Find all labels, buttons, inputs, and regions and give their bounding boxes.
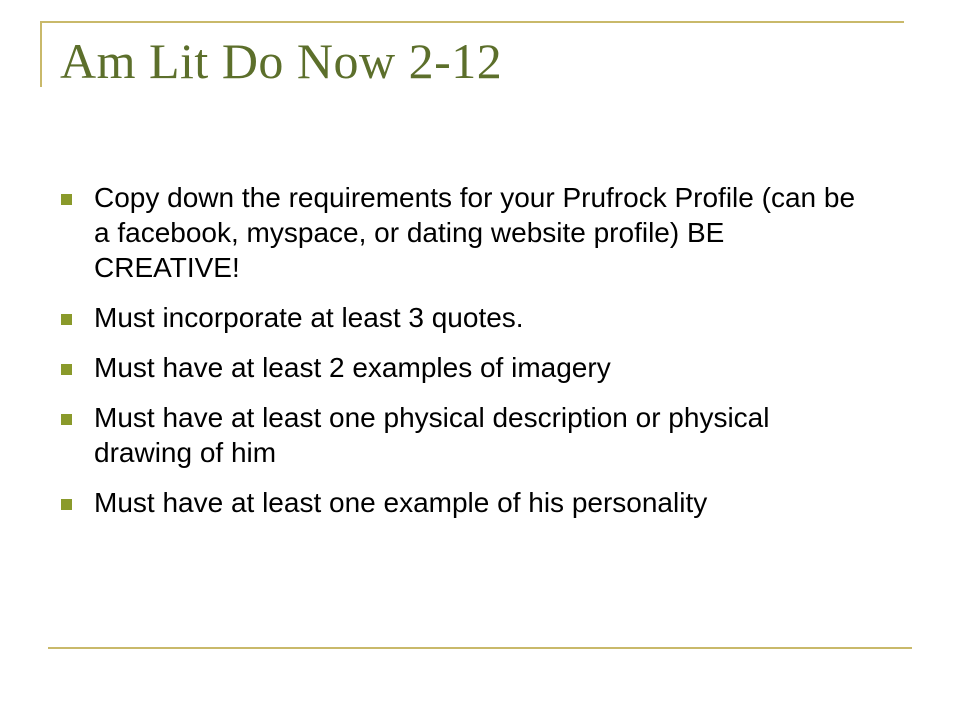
square-bullet-icon xyxy=(61,194,72,205)
list-item xyxy=(60,400,860,470)
bullet-text: Must incorporate at least 3 quotes. xyxy=(94,302,524,333)
slide-title: Am Lit Do Now 2-12 xyxy=(60,33,503,89)
square-bullet-icon xyxy=(61,314,72,325)
list-item xyxy=(60,350,860,385)
bullet-text: Copy down the requirements for your Prufrock Profile (can be a facebook, myspace, or dating website profile) BE CREATIVE! xyxy=(94,182,856,283)
list-item xyxy=(60,300,860,335)
square-bullet-icon xyxy=(61,414,72,425)
list-item xyxy=(60,485,860,520)
bottom-border-line xyxy=(48,647,912,649)
bullet-text: Must have at least one example of his personality xyxy=(94,487,708,518)
square-bullet-icon xyxy=(61,499,72,510)
square-bullet-icon xyxy=(61,364,72,375)
bullet-text: Must have at least one physical description or physical drawing of him xyxy=(94,402,770,468)
bullet-list xyxy=(60,180,860,535)
list-item xyxy=(60,180,860,285)
bullet-text: Must have at least 2 examples of imagery xyxy=(94,352,611,383)
left-border-line xyxy=(40,21,42,87)
top-border-line xyxy=(40,21,904,23)
